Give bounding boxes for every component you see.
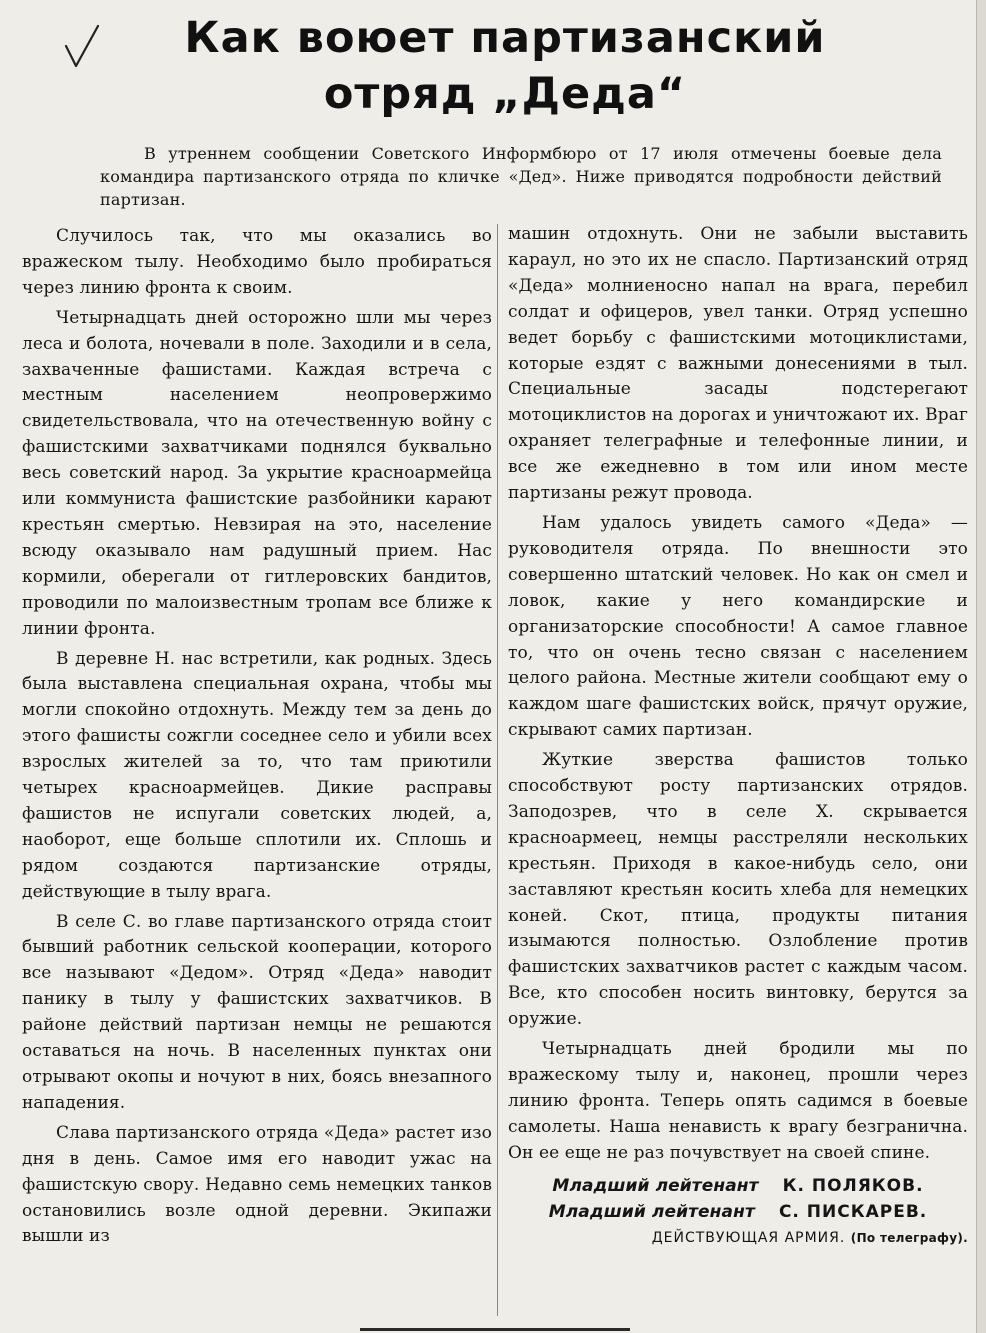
paragraph: В деревне Н. нас встретили, как родных. Здесь была выставлена специальная охрана, чтобы мы могли спокойно отдохнуть. Между тем за день до этого фашисты сожгли соседнее село и убили всех взрослых жителей за то, что там приютили четырех красноармейцев. Дикие расправы фашистов не испугали советских людей, а, наоборот, еще больше сплотили их. Сплошь и рядом создаются партизанские отряды, действующие в тылу врага.	[22, 648, 492, 902]
paragraph: В селе С. во главе партизанского отряда стоит бывший работник сельской кооперации, которого все называют «Дедом». Отряд «Деда» наводит панику в тылу у фашистских захватчиков. В районе действий партизан немцы не решаются оставаться на ночь. В населенных пунктах они отрывают окопы и ночуют в них, боясь внезапного нападения.	[22, 911, 492, 1113]
dateline-place: ДЕЙСТВУЮЩАЯ АРМИЯ.	[651, 1229, 846, 1246]
left-column	[22, 224, 492, 1254]
dateline-source: (По телеграфу).	[850, 1230, 968, 1245]
right-column	[508, 222, 968, 1249]
paragraph: Жуткие зверства фашистов только способствуют росту партизанских отрядов. Заподозрев, что в селе Х. скрывается красноармеец, немцы расстреляли нескольких крестьян. Приходя в какое-нибудь село, они заставляют крестьян косить хлеба для немецких коней. Скот, птица, продукты питания изымаются полностью. Озлобление против фашистских захватчиков растет с каждым часом. Все, кто способен носить винтовку, берутся за оружие.	[508, 750, 968, 1030]
article-headline	[110, 10, 900, 122]
signature-name: С. ПИСКАРЕВ.	[778, 1201, 928, 1222]
paragraph: Случилось так, что мы оказались во вражеском тылу. Необходимо было пробираться через линию фронта к своим.	[22, 226, 492, 298]
signature-name: К. ПОЛЯКОВ.	[782, 1175, 924, 1196]
signature-2	[508, 1199, 968, 1225]
paragraph: машин отдохнуть. Они не забыли выставить караул, но это их не спасло. Партизанский отряд «Деда» молниеносно напал на врага, перебил солдат и офицеров, увел танки. Отряд успешно ведет борьбу с фашистскими мотоциклистами, которые ездят с важными донесениями в тыл. Специальные засады подстерегают мотоциклистов на дорогах и уничтожают их. Враг охраняет телеграфные и телефонные линии, и все же ежедневно в том или ином месте партизаны режут провода.	[508, 224, 968, 504]
column-divider	[497, 224, 498, 1316]
headline-line-2: отряд „Деда“	[323, 69, 687, 119]
signature-rank: Младший лейтенант	[552, 1175, 759, 1196]
article-lead: В утреннем сообщении Советского Информбюро от 17 июля отмечены боевые дела командира партизанского отряда по кличке «Дед». Ниже приводятся подробности действий партизан.	[100, 144, 942, 209]
adjacent-page-edge	[976, 0, 986, 1333]
paragraph: Четырнадцать дней бродили мы по вражескому тылу и, наконец, прошли через линию фронта. Теперь опять садимся в боевые самолеты. Наша ненависть к врагу безгранична. Он ее еще не раз почувствует на своей спине.	[508, 1039, 968, 1163]
headline-line-1: Как воюет партизанский	[184, 13, 826, 63]
signature-1	[508, 1173, 968, 1199]
paragraph: Слава партизанского отряда «Деда» растет изо дня в день. Самое имя его наводит ужас на фашистскую свору. Недавно семь немецких танков остановились возле одной деревни. Экипажи вышли из	[22, 1122, 492, 1247]
paragraph: Четырнадцать дней осторожно шли мы через леса и болота, ночевали в поле. Заходили и в села, захваченные фашистами. Каждая встреча с местным населением неопровержимо свидетельствовала, что на отечественную войну с фашистскими захватчиками поднялся буквально весь советский народ. За укрытие красноармейца или коммуниста фашистские разбойники карают крестьян смертью. Невзирая на это, население всюду оказывало нам радушный прием. Нас кормили, оберегали от гитлеровских бандитов, проводили по малоизвестным тропам все ближе к линии фронта.	[22, 307, 492, 639]
bottom-rule	[360, 1328, 630, 1331]
paragraph: Нам удалось увидеть самого «Деда» — руководителя отряда. По внешности это совершенно штатский человек. Но как он смел и ловок, какие у него командирские и организаторские способности! А самое главное то, что он очень тесно связан с населением целого района. Местные жители сообщают ему о каждом шаге фашистских войск, прячут оружие, скрывают самих партизан.	[508, 512, 968, 741]
dateline	[508, 1227, 968, 1249]
checkmark-icon	[62, 22, 102, 72]
signature-rank: Младший лейтенант	[548, 1201, 755, 1222]
